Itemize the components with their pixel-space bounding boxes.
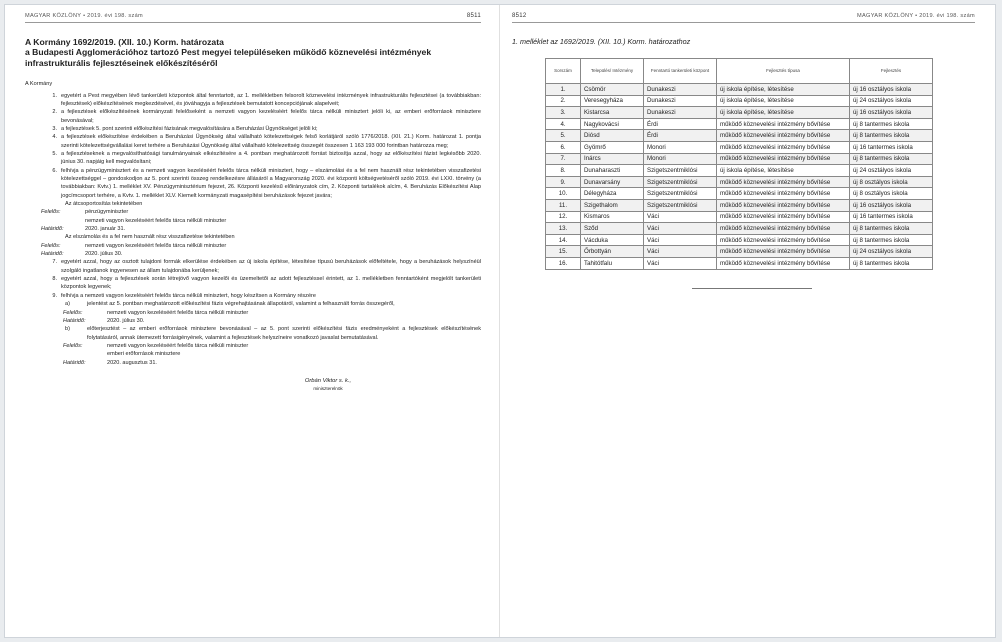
intro-text: A Kormány — [25, 81, 53, 88]
table-row — [546, 130, 933, 142]
table-cell: működő köznevelési intézmény bővítése — [717, 234, 850, 246]
table-cell: 8. — [546, 165, 581, 177]
decision-point — [25, 150, 481, 167]
signature-block — [175, 377, 481, 394]
table-cell: Kistarcsa — [581, 107, 644, 119]
table-cell: új 24 osztályos iskola — [850, 95, 933, 107]
column-header: Fenntartó tankerületi központ — [644, 59, 717, 84]
signatory-name: Orbán Viktor s. k., — [304, 377, 352, 384]
table-cell: új 24 osztályos iskola — [850, 246, 933, 258]
table-cell: Dunakeszi — [644, 84, 717, 96]
table-row — [546, 211, 933, 223]
table-cell: működő köznevelési intézmény bővítése — [717, 118, 850, 130]
gazette-spread — [4, 4, 996, 638]
decision-point — [25, 108, 481, 125]
decision-body — [25, 80, 481, 393]
responsible-label: Felelős: — [41, 209, 61, 216]
table-row — [546, 84, 933, 96]
responsible-row — [85, 217, 481, 225]
decision-title-line: A Kormány 1692/2019. (XII. 10.) Korm. határozata — [25, 37, 224, 47]
table-row — [546, 223, 933, 235]
table-cell: új 8 tantermes iskola — [850, 118, 933, 130]
right-page — [500, 5, 995, 637]
table-row — [546, 153, 933, 165]
table-cell: 5. — [546, 130, 581, 142]
table-cell: 11. — [546, 199, 581, 211]
table-cell: új 8 osztályos iskola — [850, 176, 933, 188]
decision-title — [25, 37, 481, 68]
table-cell: 12. — [546, 211, 581, 223]
sub-point-letter: a) — [65, 301, 70, 308]
table-cell: új iskola építése, létesítése — [717, 107, 850, 119]
deadline-value: 2020. augusztus 31. — [107, 359, 157, 366]
responsible-label: Felelős: — [41, 242, 61, 249]
table-cell: működő köznevelési intézmény bővítése — [717, 141, 850, 153]
sub-point — [65, 325, 481, 342]
table-cell: működő köznevelési intézmény bővítése — [717, 188, 850, 200]
table-cell: új 8 tantermes iskola — [850, 234, 933, 246]
point-number: 2. — [52, 109, 57, 116]
decision-point — [25, 258, 481, 275]
table-cell: új 16 tantermes iskola — [850, 141, 933, 153]
table-cell: működő köznevelési intézmény bővítése — [717, 223, 850, 235]
table-row — [546, 234, 933, 246]
decision-title-line: a Budapesti Agglomerációhoz tartozó Pest megyei településeken működő köznevelési intézmények — [25, 47, 432, 58]
point-text: a fejlesztések előkészítésének kormányzati felelőseként a nemzeti vagyon kezeléséért felelős tárca nélküli minisztert jelöli ki, az emberi erőforrások minisztere bevonásával; — [61, 109, 481, 124]
responsible-row — [25, 309, 481, 317]
responsible-row — [107, 350, 481, 358]
deadline-row — [25, 250, 481, 258]
table-row — [546, 257, 933, 269]
end-rule — [692, 288, 812, 289]
column-header: Település/ Intézmény — [581, 59, 644, 84]
table-cell: új 16 osztályos iskola — [850, 84, 933, 96]
table-cell: Érdi — [644, 130, 717, 142]
table-cell: Monori — [644, 141, 717, 153]
table-row — [546, 141, 933, 153]
table-cell: Őrbottyán — [581, 246, 644, 258]
table-cell: működő köznevelési intézmény bővítése — [717, 176, 850, 188]
sub-point-text: jelentést az 5. pontban meghatározott előkészítési fázis végrehajtásának állapotáról, valamint a felhasznált forrás összegéről, — [87, 301, 395, 308]
decision-point — [25, 167, 481, 200]
decision-point — [25, 133, 481, 150]
responsibility-heading: Az átcsoportosítás tekintetében — [65, 201, 143, 208]
table-header-row — [546, 59, 933, 84]
decision-point — [25, 125, 481, 133]
table-cell: 6. — [546, 141, 581, 153]
point-text: felhívja a pénzügyminisztert és a nemzeti vagyon kezeléséért felelős tárca nélküli minisztert, hogy – elszámolási és a fel nem használt rész tekintetében visszafizetési kötelezettséggel – gondoskodjon az 5. pont szerinti összeg rendelkezésre állásáról a Magyarország 2020. évi központi költségvetéséről szóló 2019. évi LXXI. törvény (a továbbiakban: Kvtv.) 1. melléklet XV. Pénzügyminisztérium fejezet, 26. Központi kezelésű előirányzatok cím, 2. Központi tartalékok alcím, 4. Beruházás Előkészítési Alap jogcímcsoport terhére, a Kvtv. 1. melléklet XLV. Kiemelt kormányzati magasépítési beruházások fejezet javára; — [61, 167, 481, 199]
table-cell: Délegyháza — [581, 188, 644, 200]
responsible-value: nemzeti vagyon kezeléséért felelős tárca nélküli miniszter — [85, 242, 227, 249]
table-cell: Érdi — [644, 118, 717, 130]
responsible-label: Felelős: — [63, 309, 83, 316]
table-row — [546, 165, 933, 177]
running-title: MAGYAR KÖZLÖNY • 2019. évi 198. szám — [857, 13, 975, 19]
table-row — [546, 95, 933, 107]
column-header: Sorszám — [546, 59, 581, 84]
responsible-row — [25, 242, 481, 250]
table-cell: Szigetszentmiklósi — [644, 176, 717, 188]
table-cell: Tahitótfalu — [581, 257, 644, 269]
table-cell: Csömör — [581, 84, 644, 96]
point-number: 6. — [52, 167, 57, 174]
signatory-role: miniszterelnök — [313, 386, 343, 392]
annex-table-body — [546, 84, 933, 270]
table-cell: Veresegyháza — [581, 95, 644, 107]
table-cell: 7. — [546, 153, 581, 165]
table-cell: új 16 osztályos iskola — [850, 107, 933, 119]
decision-point — [25, 92, 481, 109]
table-cell: új 24 osztályos iskola — [850, 165, 933, 177]
decision-point — [25, 292, 481, 300]
table-cell: Monori — [644, 153, 717, 165]
table-cell: Szigetszentmiklósi — [644, 188, 717, 200]
table-cell: új 8 tantermes iskola — [850, 257, 933, 269]
responsible-value: nemzeti vagyon kezeléséért felelős tárca nélküli miniszter — [107, 342, 249, 349]
table-cell: Váci — [644, 246, 717, 258]
table-cell: működő köznevelési intézmény bővítése — [717, 199, 850, 211]
table-cell: 4. — [546, 118, 581, 130]
table-cell: Dunakeszi — [644, 107, 717, 119]
table-row — [546, 246, 933, 258]
responsible-value: nemzeti vagyon kezeléséért felelős tárca nélküli miniszter — [85, 217, 227, 224]
deadline-row — [25, 225, 481, 233]
deadline-label: Határidő: — [41, 226, 64, 233]
sub-point-text: előterjesztést – az emberi erőforrások minisztere bevonásával – az 5. pont szerinti előkészítési fázis eredményeként a fejlesztések előkészítésének folytatásáról, annak ütemezett forrásigényének, valamint a fejlesztések helyszíneire vonatkozó javaslat bemutatásával. — [87, 326, 481, 341]
table-cell: Szigetszentmiklósi — [644, 199, 717, 211]
left-running-header — [25, 13, 481, 23]
table-cell: Nagykovácsi — [581, 118, 644, 130]
point-number: 4. — [52, 134, 57, 141]
table-cell: működő köznevelési intézmény bővítése — [717, 130, 850, 142]
point-number: 5. — [52, 150, 57, 157]
table-cell: 2. — [546, 95, 581, 107]
point-text: egyetért azzal, hogy a fejlesztések során létrejövő vagyon kezelői és üzemeltetői az adott fejlesztéssel érintett, az 1. mellékletben fenntartóként megjelölt tankerületi központok legyenek; — [61, 276, 481, 291]
deadline-label: Határidő: — [63, 317, 86, 324]
column-header: Fejlesztés típusa — [717, 59, 850, 84]
deadline-row — [25, 359, 481, 367]
table-cell: Váci — [644, 211, 717, 223]
table-cell: Dunavarsány — [581, 176, 644, 188]
point-number: 1. — [52, 92, 57, 99]
table-cell: Sződ — [581, 223, 644, 235]
deadline-value: 2020. július 30. — [107, 317, 145, 324]
table-row — [546, 188, 933, 200]
annex-table — [545, 58, 933, 270]
table-row — [546, 118, 933, 130]
sub-point-letter: b) — [65, 326, 70, 333]
point-text: egyetért azzal, hogy az osztott tulajdoni formák elkerülése érdekében az új iskola építése, létesítése típusú beruházások előfeltétele, hogy a beruházások helyszínéül szolgáló ingatlanok ingyenesen az állam tulajdonába kerüljenek; — [61, 259, 481, 274]
table-cell: új iskola építése, létesítése — [717, 165, 850, 177]
point-text: a fejlesztések 5. pont szerinti előkészítési fázisának megvalósítására a Beruházási Ügynökséget jelöli ki; — [61, 125, 318, 132]
page-number: 8512 — [512, 13, 527, 19]
table-cell: működő köznevelési intézmény bővítése — [717, 257, 850, 269]
table-cell: Kismaros — [581, 211, 644, 223]
point-text: egyetért a Pest megyében lévő tankerületi központok által fenntartott, az 1. mellékletben felsorolt köznevelési intézmények infrastrukturális fejlesztései (a továbbiakban: fejlesztések) előkészítésének megkezdésével, és jóváhagyja a fejlesztések bemutatott koncepciójának alapelveit; — [61, 92, 481, 107]
deadline-value: 2020. január 31. — [85, 226, 126, 233]
deadline-value: 2020. július 30. — [85, 251, 123, 258]
point-text: a fejlesztések előkészítése érdekében a Beruházási Ügynökség által vállalható kötelezettségek felső korlátjáról szóló 1776/2018. (XII. 21.) Korm. határozat 1. pontja szerinti kötelezettségvállalási keret terhére a Beruházási Ügynökség által vállalható kötelezettség összegét összesen 1 163 193 000 forintban határozza meg; — [61, 134, 481, 149]
table-cell: 9. — [546, 176, 581, 188]
table-cell: új 8 osztályos iskola — [850, 188, 933, 200]
table-cell: működő köznevelési intézmény bővítése — [717, 153, 850, 165]
table-row — [546, 199, 933, 211]
table-cell: Dunaharaszti — [581, 165, 644, 177]
table-cell: Diósd — [581, 130, 644, 142]
table-cell: új 8 tantermes iskola — [850, 223, 933, 235]
table-row — [546, 107, 933, 119]
responsible-value: pénzügyminiszter — [85, 209, 129, 216]
deadline-label: Határidő: — [41, 251, 64, 258]
point-number: 7. — [52, 259, 57, 266]
column-header: Fejlesztés — [850, 59, 933, 84]
table-cell: Gyömrő — [581, 141, 644, 153]
responsible-value: nemzeti vagyon kezeléséért felelős tárca nélküli miniszter — [107, 309, 249, 316]
point-number: 3. — [52, 125, 57, 132]
table-cell: új 16 tantermes iskola — [850, 211, 933, 223]
responsible-value: emberi erőforrások minisztere — [107, 351, 181, 358]
responsible-row — [25, 208, 481, 216]
table-cell: Inárcs — [581, 153, 644, 165]
responsible-row — [25, 342, 481, 350]
table-cell: új iskola építése, létesítése — [717, 84, 850, 96]
annex-title: 1. melléklet az 1692/2019. (XII. 10.) Korm. határozathoz — [512, 37, 691, 46]
point-number: 8. — [52, 276, 57, 283]
table-cell: 1. — [546, 84, 581, 96]
table-cell: 15. — [546, 246, 581, 258]
table-cell: 3. — [546, 107, 581, 119]
sub-point — [65, 300, 481, 308]
table-cell: Váci — [644, 257, 717, 269]
table-cell: új 16 osztályos iskola — [850, 199, 933, 211]
deadline-row — [25, 317, 481, 325]
decision-title-line: infrastrukturális fejlesztéseinek előkészítéséről — [25, 57, 218, 68]
deadline-label: Határidő: — [63, 359, 86, 366]
running-title: MAGYAR KÖZLÖNY • 2019. évi 198. szám — [25, 13, 143, 19]
table-cell: 16. — [546, 257, 581, 269]
table-cell: működő köznevelési intézmény bővítése — [717, 246, 850, 258]
point-text: a fejlesztéseknek a megvalósíthatósági tanulmányainak elkészítésére a 4. pontban meghatározott forrást biztosítja azzal, hogy az előkészítési fázist legkésőbb 2020. június 30. napjáig kell megvalósítani; — [61, 150, 481, 166]
table-cell: 14. — [546, 234, 581, 246]
responsibility-heading: Az elszámolás és a fel nem használt rész visszafizetése tekintetében — [65, 234, 235, 241]
table-cell: új 8 tantermes iskola — [850, 153, 933, 165]
point-number: 9. — [52, 292, 57, 299]
point-text: felhívja a nemzeti vagyon kezeléséért felelős tárca nélküli minisztert, hogy készítsen a Kormány részére — [61, 292, 316, 299]
table-cell: új 8 tantermes iskola — [850, 130, 933, 142]
decision-point — [25, 275, 481, 292]
table-cell: új iskola építése, létesítése — [717, 95, 850, 107]
right-running-header — [512, 13, 975, 23]
table-row — [546, 176, 933, 188]
table-cell: működő köznevelési intézmény bővítése — [717, 211, 850, 223]
table-cell: Szigetszentmiklósi — [644, 165, 717, 177]
table-cell: Vácduka — [581, 234, 644, 246]
responsible-label: Felelős: — [63, 342, 83, 349]
table-cell: Váci — [644, 234, 717, 246]
table-cell: Szigethalom — [581, 199, 644, 211]
table-cell: Váci — [644, 223, 717, 235]
page-number: 8511 — [466, 13, 481, 19]
left-page — [5, 5, 500, 637]
table-cell: Dunakeszi — [644, 95, 717, 107]
table-cell: 13. — [546, 223, 581, 235]
table-cell: 10. — [546, 188, 581, 200]
